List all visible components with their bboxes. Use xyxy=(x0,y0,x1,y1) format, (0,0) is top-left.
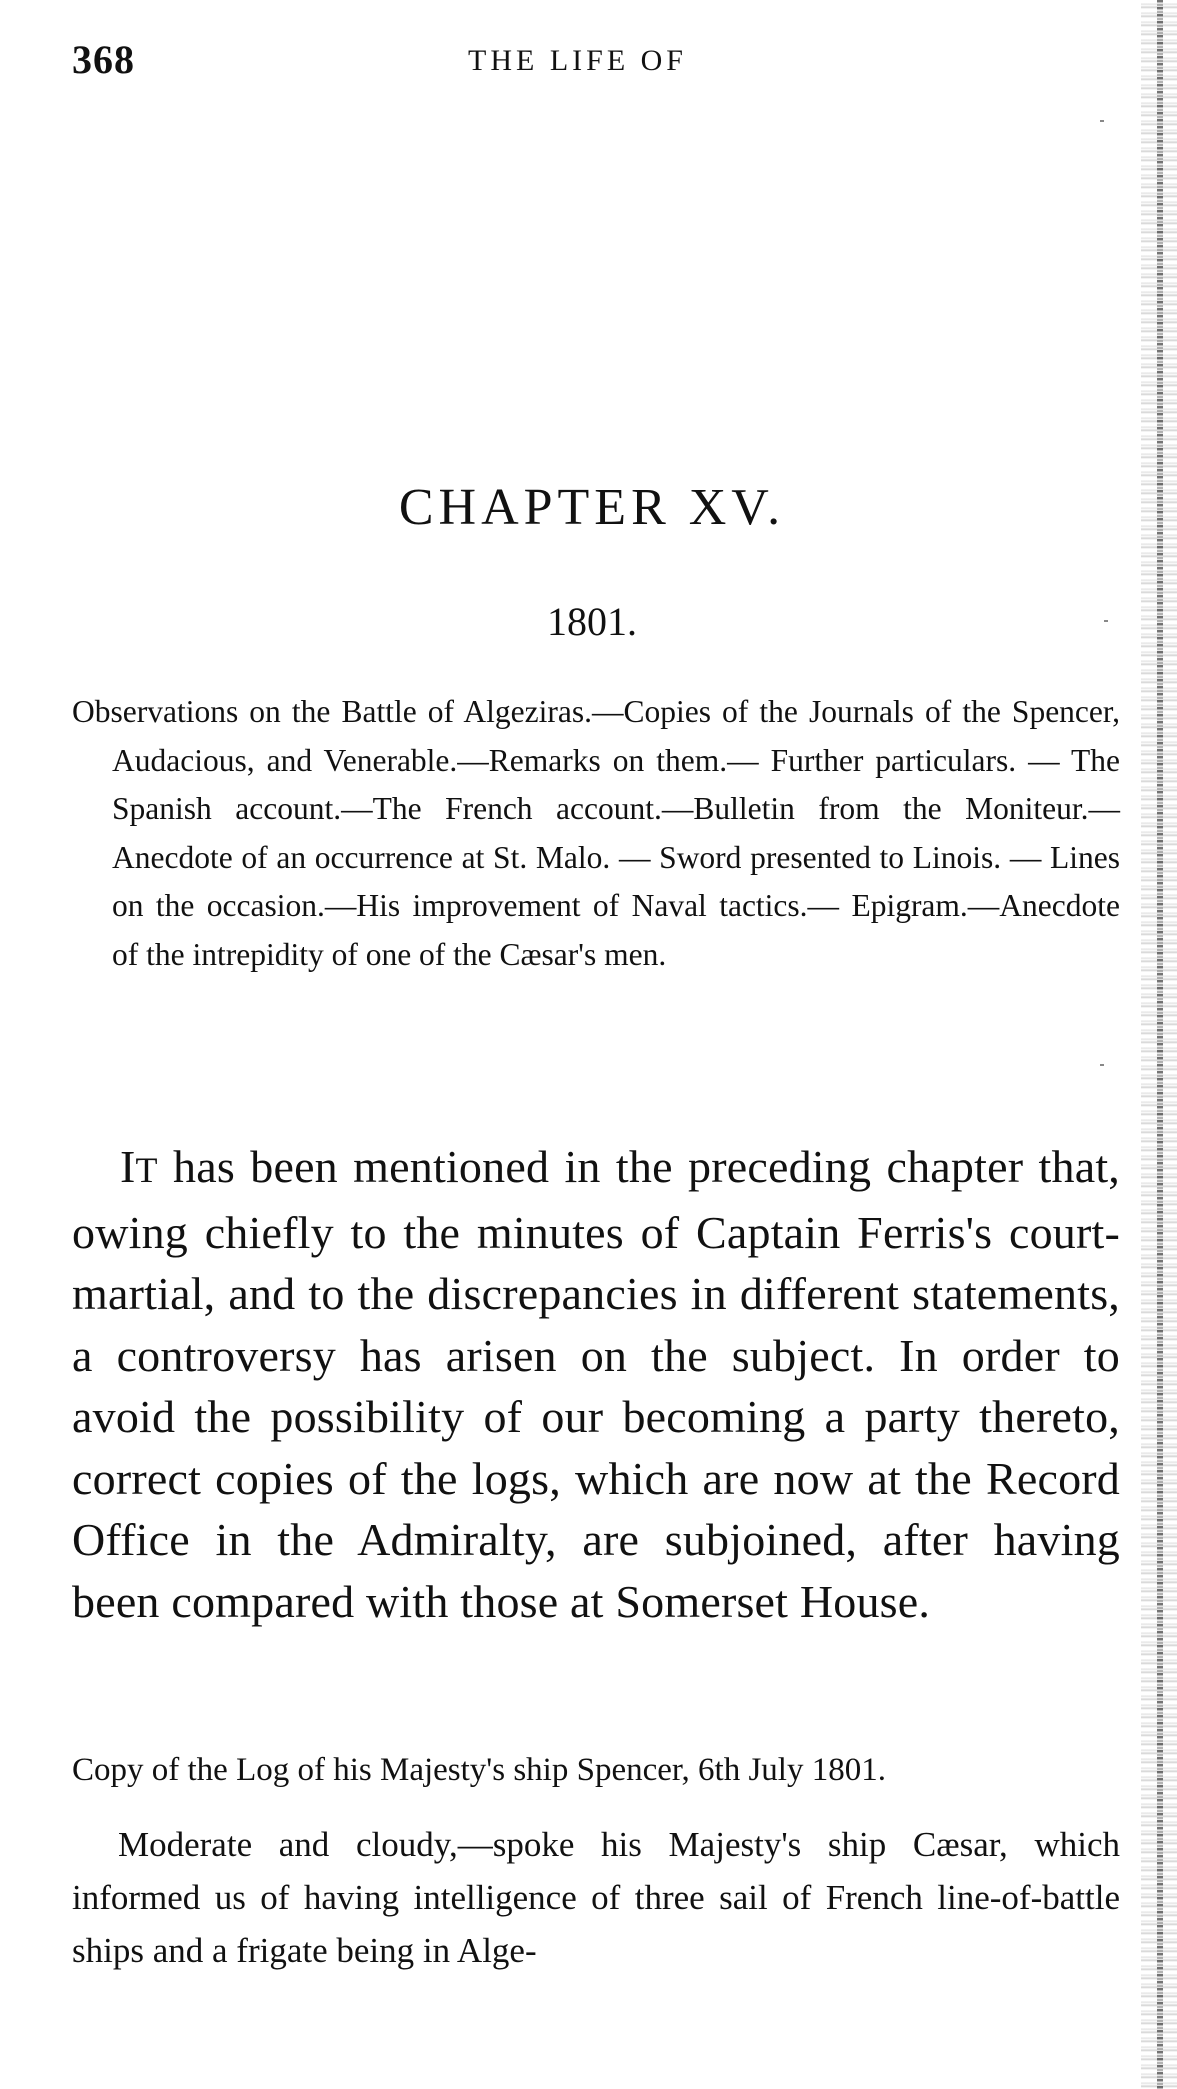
body-paragraph xyxy=(72,1136,1120,1632)
chapter-year: 1801. xyxy=(547,599,637,644)
drop-initial: I xyxy=(120,1141,136,1192)
body-text: has been mentioned in the preceding chapter that, owing chiefly to the minutes of Captain Ferris's court-martial, and to the discrepancies in different statements, a controversy has arisen on the subject. In order to avoid the possibility of our becoming a party thereto, correct copies of the logs, which are now at the Record Office in the Admiralty, are subjoined, after having been compared with those at Somerset House. xyxy=(72,1141,1120,1627)
chapter-title: CHAPTER XV. xyxy=(398,479,786,536)
page-edge-binding xyxy=(1157,0,1163,2089)
page-number: 368 xyxy=(72,37,135,82)
paper-speck xyxy=(1100,120,1104,122)
chapter-summary: Observations on the Battle of Algeziras.—Copies of the Journals of the Spencer, Audacious, and Venerable.—Remarks on them.— Further particulars. — The Spanish account.—The French account.—Bulletin from the Moniteur.—Anecdote of an occurrence at St. Malo. — Sword presented to Linois. — Lines on the occasion.—His improvement of Naval tactics.— Epigram.—Anecdote of the intrepidity of one of the Cæsar's men. xyxy=(72,694,1120,972)
paper-speck xyxy=(1100,1064,1104,1066)
running-head xyxy=(72,36,1112,82)
running-title: THE LIFE OF xyxy=(468,44,687,77)
small-caps-rest: T xyxy=(135,1150,158,1190)
paper-speck xyxy=(1104,620,1108,622)
log-heading: Copy of the Log of his Majesty's ship Spencer, 6th July 1801. xyxy=(72,1752,886,1788)
log-paragraph: Moderate and cloudy,—spoke his Majesty's ship Cæsar, which informed us of having intelligence of three sail of French line-of-battle ships and a frigate being in Alge- xyxy=(72,1825,1120,1970)
